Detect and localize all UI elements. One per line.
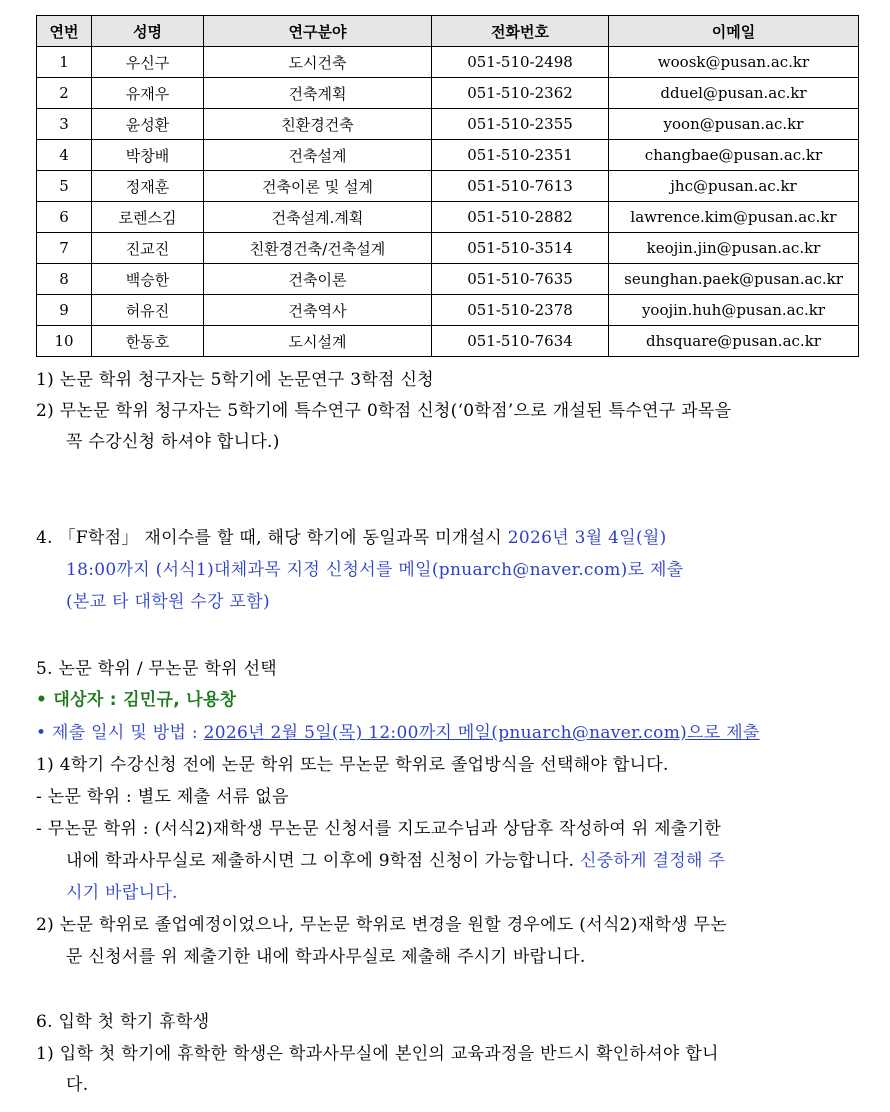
- col-header-no: 연번: [37, 16, 92, 47]
- cell-no: 2: [37, 78, 92, 109]
- cell-field: 건축이론 및 설계: [204, 171, 432, 202]
- section-4-line3: (본교 타 대학원 수강 포함): [66, 592, 270, 612]
- table-row: [37, 171, 859, 202]
- d2-emphasis: 신중하게 결정해 주: [579, 851, 726, 871]
- cell-name: 우신구: [92, 47, 204, 78]
- table-row: [37, 109, 859, 140]
- section-6-p1-line1: 1) 입학 첫 학기에 휴학한 학생은 학과사무실에 본인의 교육과정을 반드시 확인하셔야 합니: [36, 1044, 719, 1064]
- cell-no: 7: [37, 233, 92, 264]
- table-row: [37, 78, 859, 109]
- cell-name: 정재훈: [92, 171, 204, 202]
- cell-no: 4: [37, 140, 92, 171]
- cell-no: 9: [37, 295, 92, 326]
- col-header-name: 성명: [92, 16, 204, 47]
- table-row: [37, 140, 859, 171]
- cell-phone: 051-510-2362: [432, 78, 609, 109]
- table-row: [37, 202, 859, 233]
- cell-email[interactable]: keojin.jin@pusan.ac.kr: [609, 233, 859, 264]
- col-header-field: 연구분야: [204, 16, 432, 47]
- note-1: 1) 논문 학위 청구자는 5학기에 논문연구 3학점 신청: [36, 370, 434, 390]
- section-5-p1: 1) 4학기 수강신청 전에 논문 학위 또는 무논문 학위로 졸업방식을 선택해야 합니다.: [36, 755, 669, 775]
- submit-prefix: • 제출 일시 및 방법 :: [36, 723, 204, 743]
- cell-email[interactable]: woosk@pusan.ac.kr: [609, 47, 859, 78]
- cell-field: 건축역사: [204, 295, 432, 326]
- cell-field: 건축계획: [204, 78, 432, 109]
- section-6-p1-line2: 다.: [66, 1075, 89, 1095]
- cell-email[interactable]: changbae@pusan.ac.kr: [609, 140, 859, 171]
- section-4-deadline: 2026년 3월 4일(월): [507, 528, 667, 548]
- cell-field: 도시건축: [204, 47, 432, 78]
- cell-name: 로렌스김: [92, 202, 204, 233]
- section-5-d2-line3: 시기 바랍니다.: [66, 883, 178, 903]
- table-row: [37, 295, 859, 326]
- cell-field: 건축설계.계획: [204, 202, 432, 233]
- cell-name: 백승한: [92, 264, 204, 295]
- cell-email[interactable]: yoojin.huh@pusan.ac.kr: [609, 295, 859, 326]
- cell-phone: 051-510-3514: [432, 233, 609, 264]
- cell-name: 허유진: [92, 295, 204, 326]
- cell-email[interactable]: seunghan.paek@pusan.ac.kr: [609, 264, 859, 295]
- col-header-phone: 전화번호: [432, 16, 609, 47]
- cell-name: 진교진: [92, 233, 204, 264]
- cell-email[interactable]: jhc@pusan.ac.kr: [609, 171, 859, 202]
- cell-phone: 051-510-2882: [432, 202, 609, 233]
- col-header-email: 이메일: [609, 16, 859, 47]
- cell-name: 유재우: [92, 78, 204, 109]
- cell-no: 1: [37, 47, 92, 78]
- cell-name: 박창배: [92, 140, 204, 171]
- cell-phone: 051-510-7634: [432, 326, 609, 357]
- cell-phone: 051-510-2351: [432, 140, 609, 171]
- cell-no: 5: [37, 171, 92, 202]
- table-row: [37, 233, 859, 264]
- cell-name: 윤성환: [92, 109, 204, 140]
- section-5-title: 5. 논문 학위 / 무논문 학위 선택: [36, 659, 278, 679]
- cell-field: 친환경건축: [204, 109, 432, 140]
- table-row: [37, 47, 859, 78]
- faculty-table: [36, 15, 859, 357]
- section-4-line2: 18:00까지 (서식1)대체과목 지정 신청서를 메일(pnuarch@naver.com)로 제출: [66, 560, 684, 580]
- cell-no: 10: [37, 326, 92, 357]
- cell-phone: 051-510-7635: [432, 264, 609, 295]
- table-header-row: [37, 16, 859, 47]
- section-4-line1: [36, 528, 667, 548]
- section-5-d1: - 논문 학위 : 별도 제출 서류 없음: [36, 787, 289, 807]
- cell-no: 6: [37, 202, 92, 233]
- cell-email[interactable]: yoon@pusan.ac.kr: [609, 109, 859, 140]
- section-6-title: 6. 입학 첫 학기 휴학생: [36, 1012, 210, 1032]
- cell-no: 3: [37, 109, 92, 140]
- d2-text: 내에 학과사무실로 제출하시면 그 이후에 9학점 신청이 가능합니다.: [66, 851, 575, 871]
- cell-email[interactable]: lawrence.kim@pusan.ac.kr: [609, 202, 859, 233]
- cell-field: 건축이론: [204, 264, 432, 295]
- cell-email[interactable]: dhsquare@pusan.ac.kr: [609, 326, 859, 357]
- section-5-target: • 대상자 : 김민규, 나용창: [36, 690, 237, 710]
- cell-phone: 051-510-2498: [432, 47, 609, 78]
- cell-phone: 051-510-7613: [432, 171, 609, 202]
- table-row: [37, 326, 859, 357]
- table-row: [37, 264, 859, 295]
- cell-name: 한동호: [92, 326, 204, 357]
- cell-field: 친환경건축/건축설계: [204, 233, 432, 264]
- section-5-p2-line1: 2) 논문 학위로 졸업예정이었으나, 무논문 학위로 변경을 원할 경우에도 (서식2)재학생 무논: [36, 915, 728, 935]
- cell-no: 8: [37, 264, 92, 295]
- cell-email[interactable]: dduel@pusan.ac.kr: [609, 78, 859, 109]
- submit-deadline-link[interactable]: 2026년 2월 5일(목) 12:00까지 메일(pnuarch@naver.com)으로 제출: [203, 723, 760, 743]
- section-5-d2-line2: [66, 851, 725, 871]
- section-5-d2-line1: - 무논문 학위 : (서식2)재학생 무논문 신청서를 지도교수님과 상담후 작성하여 위 제출기한: [36, 819, 722, 839]
- section-5-submit: [36, 723, 760, 743]
- cell-field: 도시설계: [204, 326, 432, 357]
- cell-field: 건축설계: [204, 140, 432, 171]
- section-4-text: 4. 「F학점」 재이수를 할 때, 해당 학기에 동일과목 미개설시: [36, 528, 503, 548]
- note-2-line1: 2) 무논문 학위 청구자는 5학기에 특수연구 0학점 신청(‘0학점’으로 개설된 특수연구 과목을: [36, 401, 732, 421]
- cell-phone: 051-510-2355: [432, 109, 609, 140]
- section-5-p2-line2: 문 신청서를 위 제출기한 내에 학과사무실로 제출해 주시기 바랍니다.: [66, 947, 586, 967]
- note-2-line2: 꼭 수강신청 하셔야 합니다.): [66, 432, 280, 452]
- cell-phone: 051-510-2378: [432, 295, 609, 326]
